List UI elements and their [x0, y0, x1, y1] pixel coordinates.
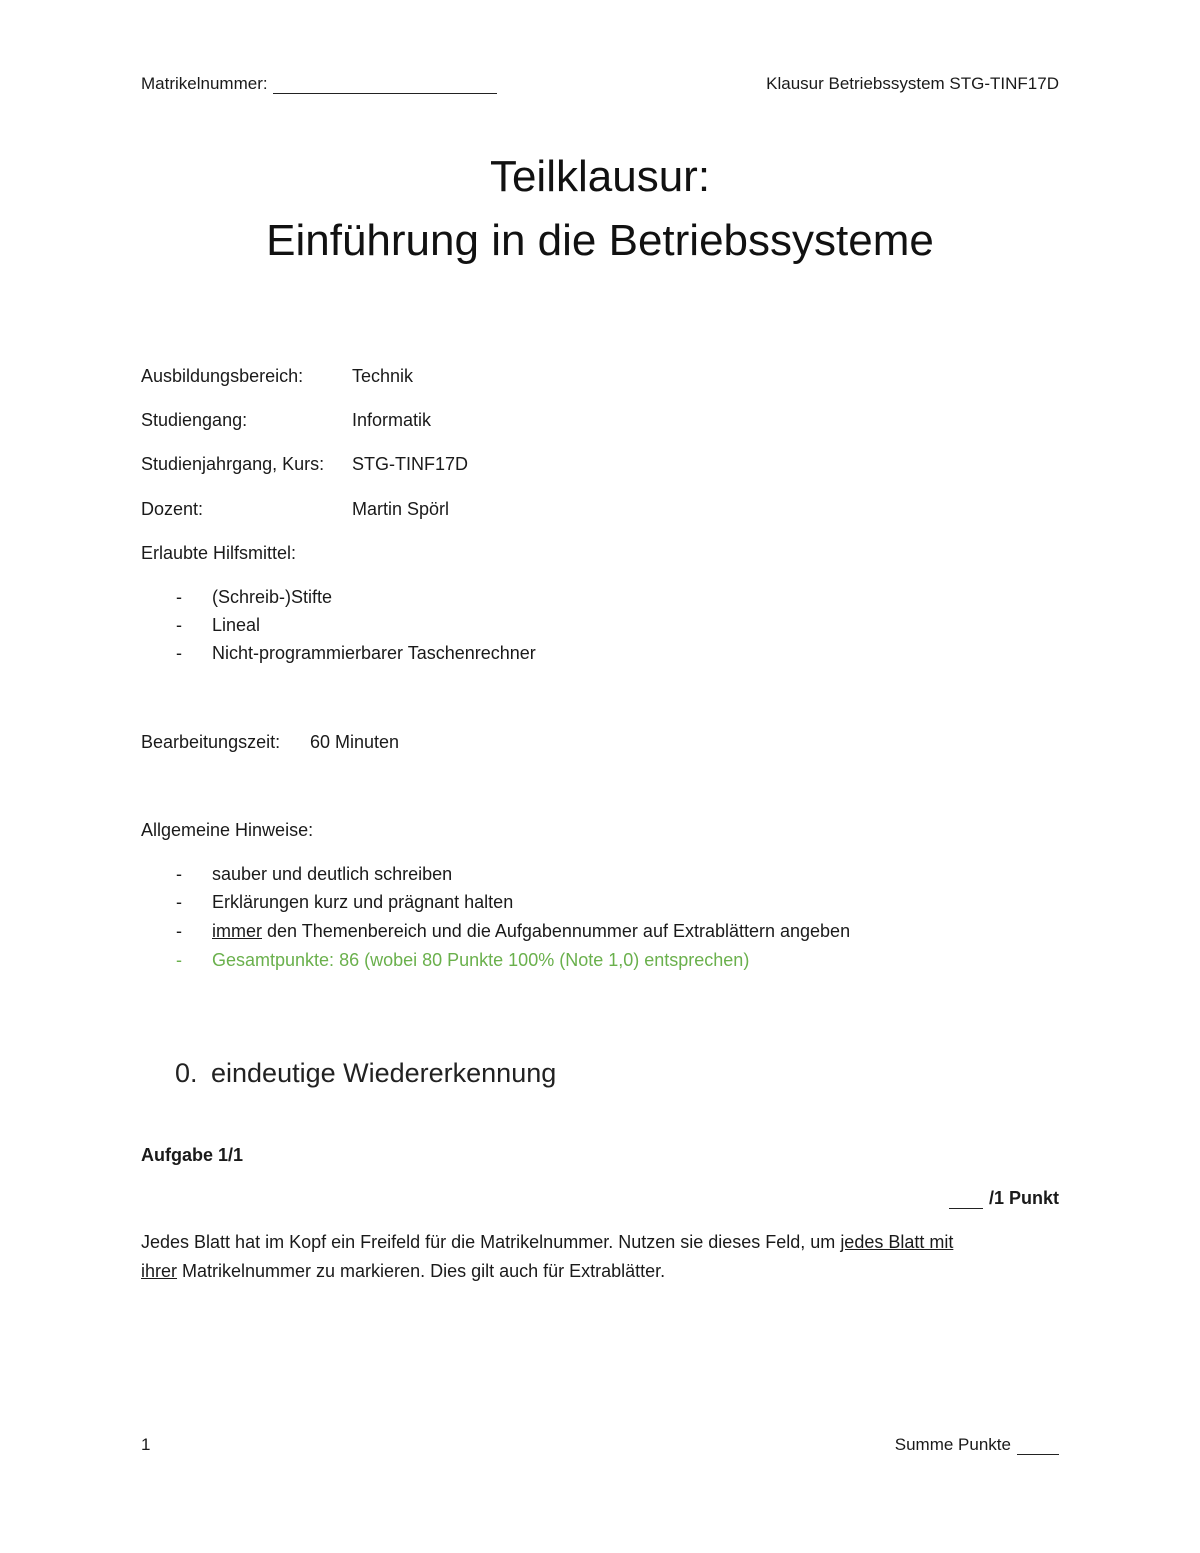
aids-item	[176, 643, 776, 667]
task-points-label: /1 Punkt	[988, 1188, 1059, 1208]
time-label: Bearbeitungszeit:	[141, 732, 281, 752]
matrikel-field	[141, 74, 497, 94]
list-dash: -	[176, 587, 182, 607]
notes-item-text: sauber und deutlich schreiben	[212, 864, 453, 884]
emphasis-immer: immer	[212, 921, 262, 941]
task-text-line-1	[141, 1232, 953, 1253]
notes-item-text: Erklärungen kurz und prägnant halten	[212, 892, 514, 912]
aids-label: Erlaubte Hilfsmittel:	[141, 543, 297, 563]
info-value-kurs: STG-TINF17D	[352, 454, 469, 474]
section-number: 0.	[175, 1058, 198, 1088]
info-value-ausbildungsbereich: Technik	[352, 366, 414, 386]
notes-item-rest: den Themenbereich und die Aufgabennummer auf Extrablättern angeben	[262, 921, 851, 941]
task-text-underlined-1: jedes Blatt mit	[840, 1232, 954, 1252]
task-text-part2: Matrikelnummer zu markieren. Dies gilt auch für Extrablätter.	[177, 1261, 666, 1281]
aids-item-text: (Schreib-)Stifte	[212, 587, 333, 607]
list-dash: -	[176, 864, 182, 884]
points-blank-line	[949, 1192, 983, 1209]
info-label-kurs: Studienjahrgang, Kurs:	[141, 454, 325, 474]
task-text-part1: Jedes Blatt hat im Kopf ein Freifeld für die Matrikelnummer. Nutzen sie dieses Feld, um	[141, 1232, 841, 1252]
task-text-line-2	[141, 1261, 665, 1282]
notes-item	[176, 892, 1076, 916]
title-line-2: Einführung in die Betriebssysteme	[266, 216, 934, 265]
page-number: 1	[141, 1435, 151, 1454]
section-title: eindeutige Wiedererkennung	[211, 1058, 557, 1088]
task-points	[949, 1188, 1059, 1209]
header-exam-title: Klausur Betriebssystem STG-TINF17D	[766, 74, 1059, 93]
list-dash: -	[176, 921, 182, 941]
task-heading: Aufgabe 1/1	[141, 1145, 244, 1165]
list-dash: -	[176, 950, 182, 970]
total-points-text: Gesamtpunkte: 86 (wobei 80 Punkte 100% (Note 1,0) entsprechen)	[212, 950, 750, 970]
notes-item-total-points	[176, 950, 1076, 974]
sum-blank-line	[1017, 1438, 1059, 1455]
matrikel-blank-line	[273, 77, 497, 94]
info-value-dozent: Martin Spörl	[352, 499, 450, 519]
notes-item	[176, 864, 1076, 888]
sum-points-field	[895, 1435, 1059, 1455]
info-label-ausbildungsbereich: Ausbildungsbereich:	[141, 366, 304, 386]
list-dash: -	[176, 643, 182, 663]
time-value: 60 Minuten	[310, 732, 400, 752]
aids-item	[176, 615, 776, 639]
notes-label: Allgemeine Hinweise:	[141, 820, 314, 840]
info-value-studiengang: Informatik	[352, 410, 432, 430]
notes-item	[176, 921, 1076, 945]
task-text-underlined-2: ihrer	[141, 1261, 178, 1281]
info-label-studiengang: Studiengang:	[141, 410, 248, 430]
aids-item-text: Nicht-programmierbarer Taschenrechner	[212, 643, 536, 663]
aids-item	[176, 587, 776, 611]
notes-item-text	[212, 921, 850, 942]
sum-points-label: Summe Punkte	[894, 1435, 1011, 1454]
info-label-dozent: Dozent:	[141, 499, 204, 519]
title-line-1: Teilklausur:	[489, 152, 711, 201]
aids-item-text: Lineal	[212, 615, 261, 635]
matrikel-label: Matrikelnummer:	[141, 74, 268, 93]
list-dash: -	[176, 892, 182, 912]
list-dash: -	[176, 615, 182, 635]
